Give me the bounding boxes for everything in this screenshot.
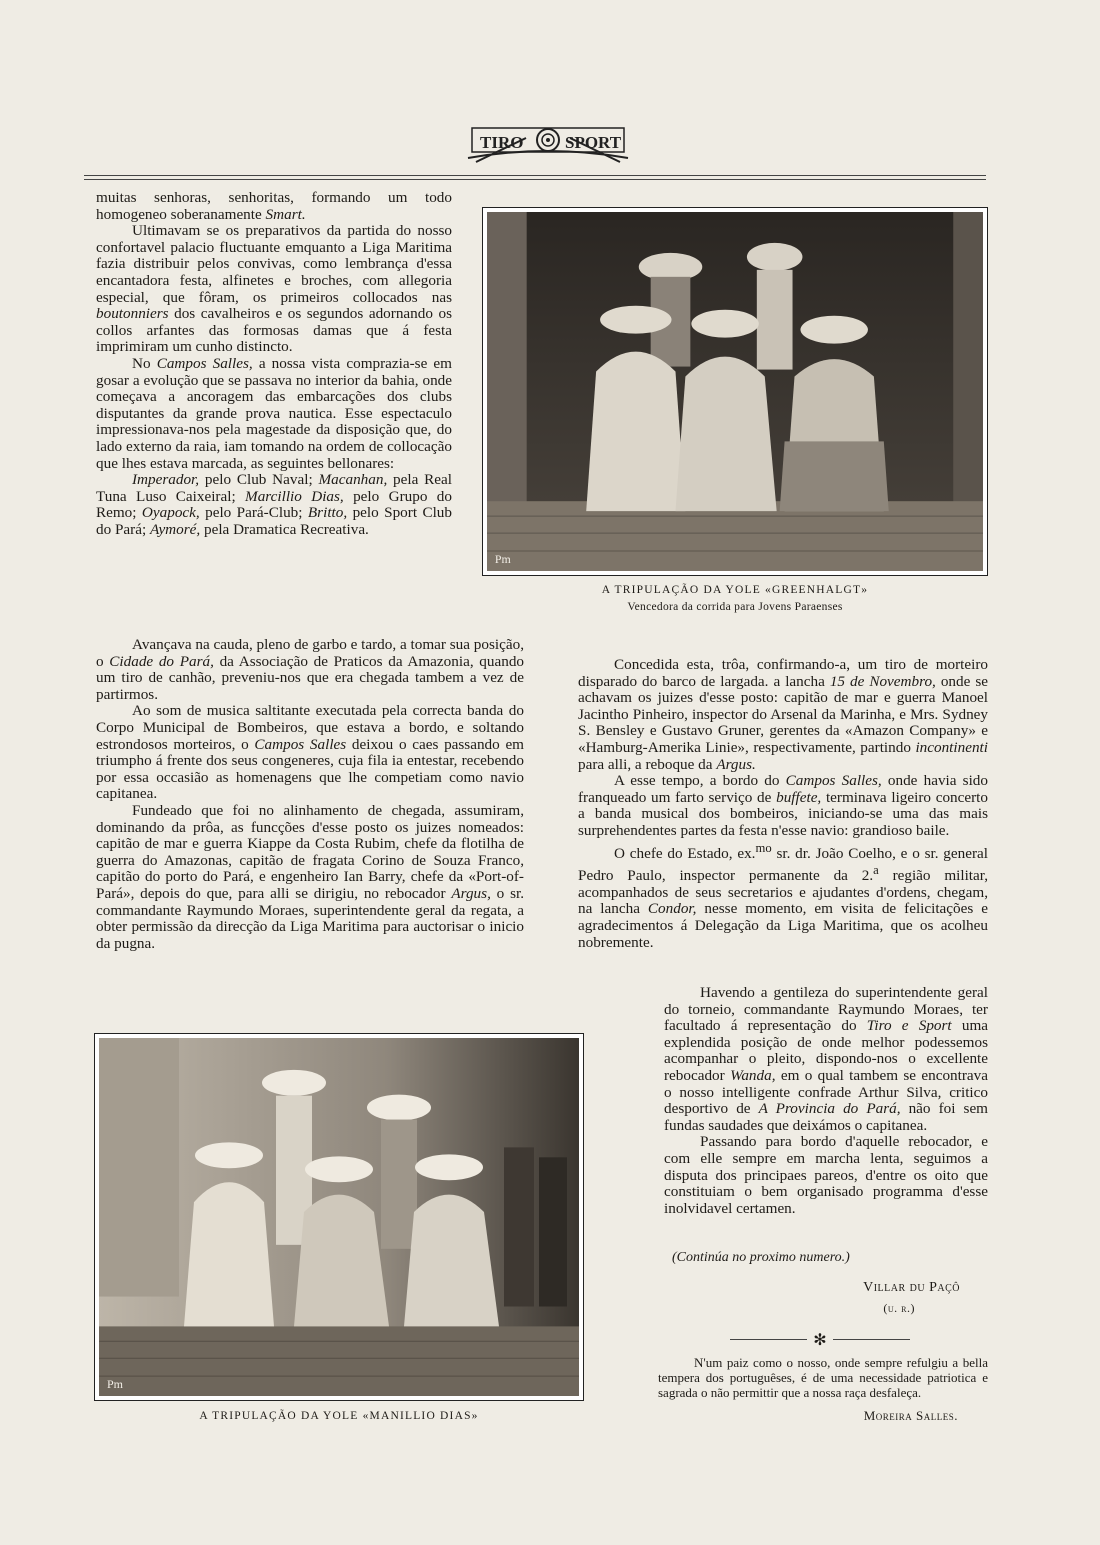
signature-initials: (u. r.) <box>883 1301 915 1315</box>
svg-text:Pm: Pm <box>107 1377 123 1392</box>
photo2-caption: A TRIPULAÇÃO DA YOLE «MANILLIO DIAS» <box>199 1410 479 1422</box>
paragraph: Ultimavam se os preparativos da partida do nosso confortavel palacio fluctuante emquanto a Liga Maritima fazia distribuir pelos convivas, como lembrança d'essa encantadora festa, alfinetes e broches, com allegoria especial, que fôram, os primeiros collocados nas boutonniers dos cavalheiros e os segundos adornando os collos arfantes das formosas damas que á festa imprimiram um cunho distincto. <box>96 222 452 356</box>
paragraph: muitas senhoras, senhoritas, formando um todo homogeneo soberanamente Smart. <box>96 189 452 223</box>
ornament-icon: ✻ <box>807 1332 832 1349</box>
continua-note: (Continúa no proximo numero.) <box>672 1250 850 1265</box>
paragraph: A esse tempo, a bordo do Campos Salles, onde havia sido franqueado um farto serviço de buffete, terminava ligeiro concerto a banda musical dos bombeiros, iniciando-se uma das mais surprehendentes partes da festa n'esse navio: grandioso baile. <box>578 772 988 839</box>
svg-text:Pm: Pm <box>494 551 511 567</box>
photo-manillio-dias-crew <box>94 1033 584 1401</box>
header-rule <box>84 179 986 180</box>
left-lower-column <box>96 637 524 952</box>
signature: Villar du Paçô <box>863 1280 960 1295</box>
paragraph: No Campos Salles, a nossa vista comprazia-se em gosar a evolução que se passava no interior da bahia, onde começava a ancoragem das embarcações dos clubs disputantes da grande prova nautica. Esse espectaculo impressionava-nos pela magestade da disposição que, do lado externo da raia, iam tomando na ordem de collocação que lhes estava marcada, as seguintes bellonares: <box>96 354 452 472</box>
photographer-mark <box>107 1377 124 1391</box>
paragraph: Fundeado que foi no alinhamento de chegada, assumiram, dominando da prôa, as funcções d'esse posto os juizes nomeados: capitão de mar e guerra Kiappe da Costa Rubim, chefe da flotilha de guerra do Amazonas, capitão de fragata Corino de Souza Franco, capitão do porto do Pará, e engenheiro Ian Barry, chefe da «Port-of-Pará», depois do que, para alli se dirigiu, no rebocador Argus, o sr. commandante Raymundo Moraes, superintendente geral da regata, a obter permissão da direcção da Liga Maritima para auctorisar o inicio da pugna. <box>96 801 524 952</box>
paragraph: Avançava na cauda, pleno de garbo e tardo, a tomar sua posição, o Cidade do Pará, da Associação de Praticos da Amazonia, quando um tiro de canhão, preveniu-nos que era chegada tambem a vez de partirmos. <box>96 636 525 703</box>
photographer-mark <box>495 552 512 566</box>
masthead-right-text: SPORT <box>565 133 622 152</box>
photo-greenhalgt-crew <box>482 207 988 576</box>
masthead-logo <box>466 118 630 168</box>
masthead-left-text: TIRO <box>480 133 524 152</box>
quote-author: Moreira Salles. <box>863 1408 958 1423</box>
right-lower-column <box>664 985 988 1217</box>
photo1-subcaption: Vencedora da corrida para Jovens Paraenses <box>627 601 843 613</box>
quote-text <box>658 1355 988 1400</box>
right-column <box>578 657 988 951</box>
ornament-divider <box>730 1330 910 1350</box>
paragraph: Passando para bordo d'aquelle rebocador, e com elle sempre em marcha lenta, seguimos a disputa dos principaes pareos, d'entre os oito que constituiam o bem organisado programma d'esse inolvidavel certamen. <box>664 1133 988 1217</box>
paragraph: Imperador, pelo Club Naval; Macanhan, pela Real Tuna Luso Caixeiral; Marcillio Dias, pelo Grupo do Remo; Oyapock, pelo Pará-Club; Britto, pelo Sport Club do Pará; Aymoré, pela Dramatica Recreativa. <box>96 471 452 538</box>
paragraph: Havendo a gentileza do superintendente geral do torneio, commandante Raymundo Moraes, ter facultado á representação do Tiro e Sport uma explendida posição de onde melhor podessemos acompanhar o pleito, dispondo-nos o excellente rebocador Wanda, em o qual tambem se encontrava o nosso intelligente confrade Arthur Silva, critico desportivo de A Provincia do Pará, não foi sem fundas saudades que deixámos o capitanea. <box>664 984 989 1134</box>
paragraph: Concedida esta, trôa, confirmando-a, um tiro de morteiro disparado do barco de largada. a lancha 15 de Novembro, onde se achavam os juizes d'esse posto: capitão de mar e guerra Manoel Jacintho Pinheiro, inspector do Arsenal da Marinha, e Mrs. Sydney S. Bensley e Gustavo Gruner, gerentes da «Amazon Company» e «Hamburg-Amerika Linie», respectivamente, partindo incontinenti para alli, a reboque da Argus. <box>578 656 989 773</box>
quote-paragraph: N'um paiz como o nosso, onde sempre refulgiu a bella tempera dos portuguêses, é de uma necessidade patriotica e sagrada o não permittir que a nossa raça desfaleça. <box>658 1355 988 1400</box>
header-rule <box>84 175 986 176</box>
paragraph: O chefe do Estado, ex.$^{mo}$ sr. dr. João Coelho, e o sr. general Pedro Paulo, inspector permanente da 2.$^a$ região militar, acompanhados de seus secretarios e ajudantes d'ordens, chegam, na lancha Condor, nesse momento, em visita de felicitações e agradecimentos á Delegação da Liga Maritima, que os acolheu nobremente. <box>578 840 988 951</box>
paragraph: Ao som de musica saltitante executada pela correcta banda do Corpo Municipal de Bombeiros, que estava a bordo, e soltando estrondosos morteiros, o Campos Salles deixou o caes passando em triumpho á frente dos seus congeneres, cuja fila ia entestar, recebendo por essa occasião as homenagens que lhe competiam como navio capitanea. <box>96 702 524 803</box>
photo1-caption: A TRIPULAÇÃO DA YOLE «GREENHALGT» <box>601 584 869 596</box>
left-column <box>96 190 452 538</box>
